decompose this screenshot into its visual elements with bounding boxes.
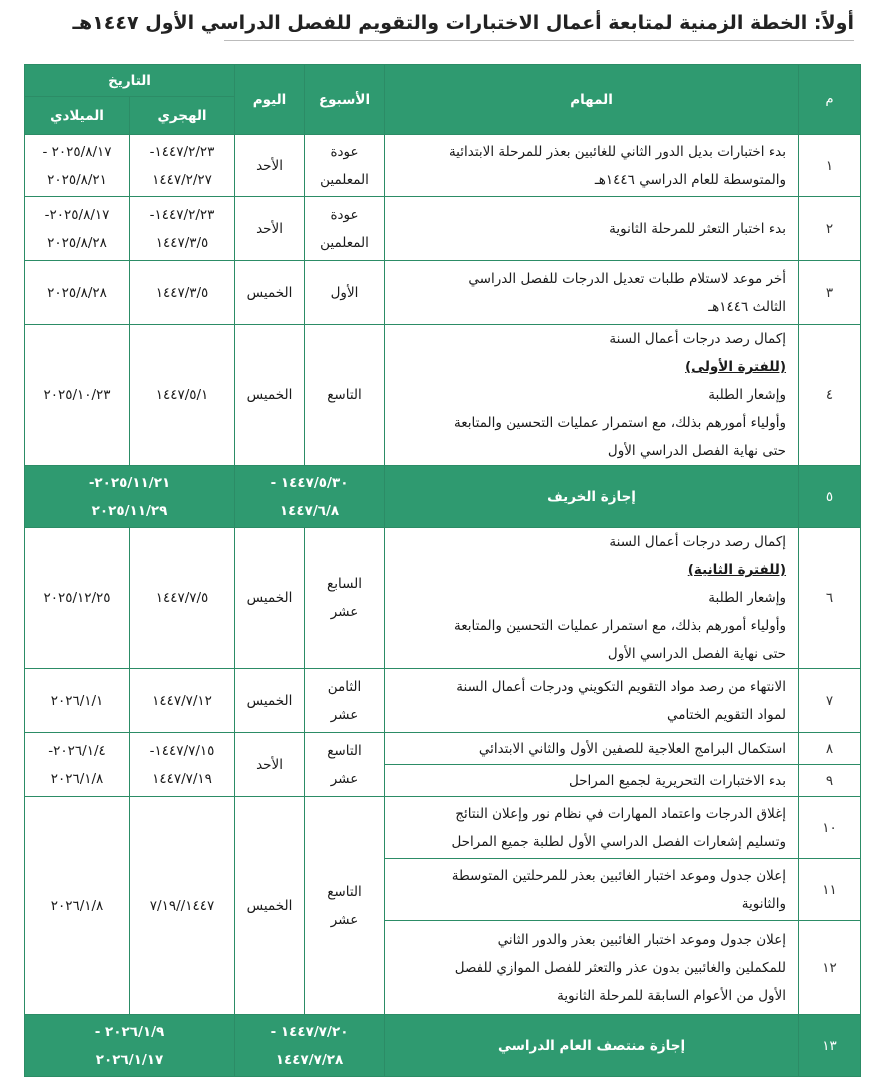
day-cell: الأحد bbox=[235, 733, 305, 797]
holiday-label: إجازة الخريف bbox=[385, 466, 799, 528]
hijri-cell: ١٤٤٧/٧/١٥- ١٤٤٧/٧/١٩ bbox=[130, 733, 235, 797]
task-cell: بدء اختبارات بديل الدور الثاني للغائبين بعذر للمرحلة الابتدائية والمتوسطة للعام الدراسي ١٤٤٦هـ bbox=[385, 135, 799, 197]
day-cell: الخميس bbox=[235, 261, 305, 325]
week-cell: السابع عشر bbox=[305, 528, 385, 669]
day-cell: الخميس bbox=[235, 528, 305, 669]
table-row bbox=[25, 197, 861, 261]
row-num: ٣ bbox=[799, 261, 861, 325]
gregorian-cell: ٢٠٢٥/٨/٢٨ bbox=[25, 261, 130, 325]
table-row bbox=[25, 733, 861, 765]
task-cell: إكمال رصد درجات أعمال السنة (للفترة الثانية) وإشعار الطلبة وأولياء أمورهم بذلك، مع استمرار عمليات التحسين والمتابعة حتى نهاية الفصل الدراسي الأول bbox=[385, 528, 799, 669]
row-num: ٩ bbox=[799, 765, 861, 797]
gregorian-cell: ٢٠٢٥/١٠/٢٣ bbox=[25, 325, 130, 466]
header-row-1 bbox=[25, 65, 861, 97]
header-num: م bbox=[799, 65, 861, 135]
week-cell: التاسع عشر bbox=[305, 733, 385, 797]
row-num: ٦ bbox=[799, 528, 861, 669]
hijri-cell: ١٤٤٧/٢/٢٣- ١٤٤٧/٣/٥ bbox=[130, 197, 235, 261]
hijri-cell: ١٤٤٧/٥/١ bbox=[130, 325, 235, 466]
holiday-hijri-cell: ١٤٤٧/٥/٣٠ - ١٤٤٧/٦/٨ bbox=[235, 466, 385, 528]
day-cell: الأحد bbox=[235, 197, 305, 261]
day-cell: الخميس bbox=[235, 797, 305, 1015]
task-cell: إعلان جدول وموعد اختبار الغائبين بعذر والدور الثاني للمكملين والغائبين بدون عذر والتعثر للفصل الموازي للفصل الأول من الأعوام السابقة للمرحلة الثانوية bbox=[385, 921, 799, 1015]
holiday-label: إجازة منتصف العام الدراسي bbox=[385, 1015, 799, 1077]
header-tasks: المهام bbox=[385, 65, 799, 135]
row-num: ١ bbox=[799, 135, 861, 197]
page-title: أولاً: الخطة الزمنية لمتابعة أعمال الاختبارات والتقويم للفصل الدراسي الأول ١٤٤٧هـ bbox=[34, 12, 854, 41]
row-num: ٨ bbox=[799, 733, 861, 765]
holiday-hijri-cell: ١٤٤٧/٧/٢٠ - ١٤٤٧/٧/٢٨ bbox=[235, 1015, 385, 1077]
day-cell: الخميس bbox=[235, 325, 305, 466]
header-hijri: الهجري bbox=[130, 97, 235, 135]
row-num: ٢ bbox=[799, 197, 861, 261]
row-num: ٥ bbox=[799, 466, 861, 528]
gregorian-cell: ٢٠٢٥/١٢/٢٥ bbox=[25, 528, 130, 669]
title-underline bbox=[224, 40, 854, 41]
table-row bbox=[25, 528, 861, 669]
day-cell: الأحد bbox=[235, 135, 305, 197]
header-gregorian: الميلادي bbox=[25, 97, 130, 135]
table-row bbox=[25, 669, 861, 733]
period-label: (للفترة الأولى) bbox=[685, 359, 787, 375]
hijri-cell: ١٤٤٧/٧/٥ bbox=[130, 528, 235, 669]
week-cell: عودة المعلمين bbox=[305, 197, 385, 261]
week-cell: الثامن عشر bbox=[305, 669, 385, 733]
task-cell: استكمال البرامج العلاجية للصفين الأول والثاني الابتدائي bbox=[385, 733, 799, 765]
table-row bbox=[25, 261, 861, 325]
gregorian-cell: ٢٠٢٥/٨/١٧ - ٢٠٢٥/٨/٢١ bbox=[25, 135, 130, 197]
day-cell: الخميس bbox=[235, 669, 305, 733]
week-cell: التاسع عشر bbox=[305, 797, 385, 1015]
table-row bbox=[25, 325, 861, 466]
row-num: ١٠ bbox=[799, 797, 861, 859]
hijri-cell: ١٤٤٧/٧/١٢ bbox=[130, 669, 235, 733]
hijri-cell: ١٤٤٧//٧/١٩ bbox=[130, 797, 235, 1015]
task-cell: إغلاق الدرجات واعتماد المهارات في نظام نور وإعلان النتائج وتسليم إشعارات الفصل الدراسي الأول لطلبة جميع المراحل bbox=[385, 797, 799, 859]
task-cell: أخر موعد لاستلام طلبات تعديل الدرجات للفصل الدراسي الثالث ١٤٤٦هـ bbox=[385, 261, 799, 325]
header-day: اليوم bbox=[235, 65, 305, 135]
row-num: ١٢ bbox=[799, 921, 861, 1015]
timeline-table bbox=[24, 64, 861, 1077]
holiday-gregorian-cell: ٢٠٢٦/١/٩ - ٢٠٢٦/١/١٧ bbox=[25, 1015, 235, 1077]
hijri-cell: ١٤٤٧/٢/٢٣- ١٤٤٧/٢/٢٧ bbox=[130, 135, 235, 197]
task-cell: إعلان جدول وموعد اختبار الغائبين بعذر للمرحلتين المتوسطة والثانوية bbox=[385, 859, 799, 921]
row-num: ٤ bbox=[799, 325, 861, 466]
row-num: ٧ bbox=[799, 669, 861, 733]
header-date: التاريخ bbox=[25, 65, 235, 97]
task-cell: بدء الاختبارات التحريرية لجميع المراحل bbox=[385, 765, 799, 797]
period-label: (للفترة الثانية) bbox=[687, 562, 787, 578]
holiday-row bbox=[25, 1015, 861, 1077]
week-cell: التاسع bbox=[305, 325, 385, 466]
table-row bbox=[25, 797, 861, 859]
header-week: الأسبوع bbox=[305, 65, 385, 135]
task-cell: الانتهاء من رصد مواد التقويم التكويني ودرجات أعمال السنة لمواد التقويم الختامي bbox=[385, 669, 799, 733]
gregorian-cell: ٢٠٢٦/١/١ bbox=[25, 669, 130, 733]
row-num: ١٣ bbox=[799, 1015, 861, 1077]
gregorian-cell: ٢٠٢٦/١/٨ bbox=[25, 797, 130, 1015]
holiday-row bbox=[25, 466, 861, 528]
holiday-gregorian-cell: ٢٠٢٥/١١/٢١- ٢٠٢٥/١١/٢٩ bbox=[25, 466, 235, 528]
gregorian-cell: ٢٠٢٥/٨/١٧- ٢٠٢٥/٨/٢٨ bbox=[25, 197, 130, 261]
row-num: ١١ bbox=[799, 859, 861, 921]
week-cell: عودة المعلمين bbox=[305, 135, 385, 197]
gregorian-cell: ٢٠٢٦/١/٤- ٢٠٢٦/١/٨ bbox=[25, 733, 130, 797]
task-cell: بدء اختبار التعثر للمرحلة الثانوية bbox=[385, 197, 799, 261]
task-cell: إكمال رصد درجات أعمال السنة (للفترة الأولى) وإشعار الطلبة وأولياء أمورهم بذلك، مع استمرار عمليات التحسين والمتابعة حتى نهاية الفصل الدراسي الأول bbox=[385, 325, 799, 466]
week-cell: الأول bbox=[305, 261, 385, 325]
table-row bbox=[25, 135, 861, 197]
hijri-cell: ١٤٤٧/٣/٥ bbox=[130, 261, 235, 325]
